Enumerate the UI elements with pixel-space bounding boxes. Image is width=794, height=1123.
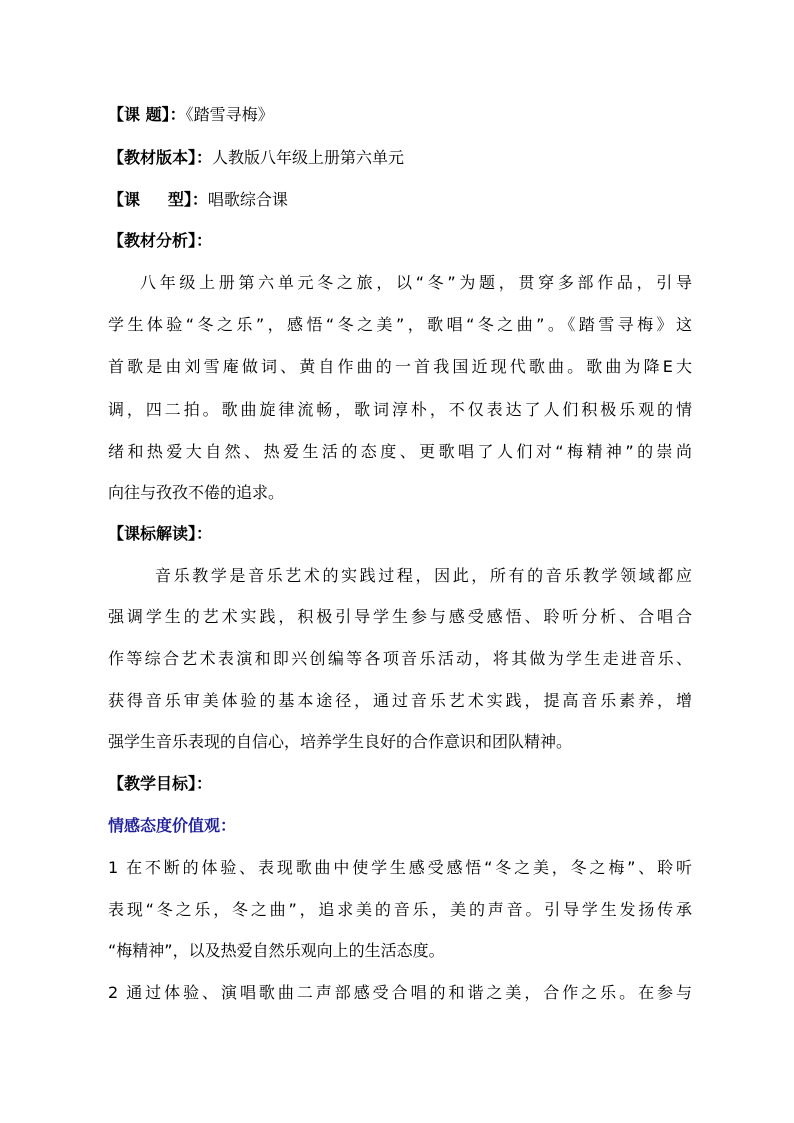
- analysis-heading: 【教材分析】：: [108, 231, 213, 250]
- lesson-title-value: 《踏雪寻梅》: [185, 105, 274, 124]
- goals-line: “梅精神”，以及热爱自然乐观向上的生活态度。: [108, 941, 445, 960]
- standard-line: 获得音乐审美体验的基本途径，通过音乐艺术实践，提高音乐素养，增: [108, 691, 692, 710]
- standard-line: 作等综合艺术表演和即兴创编等各项音乐活动，将其做为学生走进音乐、: [108, 649, 692, 668]
- analysis-line: 向往与孜孜不倦的追求。: [108, 483, 285, 502]
- analysis-line: 八年级上册第六单元冬之旅，以“冬”为题，贯穿多部作品，引导: [140, 273, 692, 292]
- standard-line: 强调学生的艺术实践，积极引导学生参与感受感悟、聆听分析、合唱合: [108, 607, 692, 626]
- analysis-line: 绪和热爱大自然、热爱生活的态度、更歌唱了人们对“梅精神”的崇尚: [108, 442, 692, 461]
- analysis-line: 调，四二拍。歌曲旋律流畅，歌词淳朴，不仅表达了人们积极乐观的情: [108, 400, 692, 419]
- lesson-title-label: 【课 题】：: [108, 105, 186, 124]
- goals-line: 1 在不断的体验、表现歌曲中使学生感受感悟“冬之美，冬之梅”、聆听: [108, 858, 692, 877]
- goals-heading: 【教学目标】：: [108, 774, 213, 793]
- goals-line: 2 通过体验、演唱歌曲二声部感受合唱的和谐之美，合作之乐。在参与: [108, 983, 692, 1002]
- standard-heading: 【课标解读】：: [108, 524, 213, 543]
- standard-line: 音乐教学是音乐艺术的实践过程，因此，所有的音乐教学领域都应: [155, 566, 692, 585]
- analysis-line: 首歌是由刘雪庵做词、黄自作曲的一首我国近现代歌曲。歌曲为降E大: [108, 357, 692, 376]
- lesson-type-row: [108, 189, 692, 211]
- textbook-edition-value: 人教版八年级上册第六单元: [212, 148, 405, 167]
- lesson-type-value: 唱歌综合课: [207, 190, 288, 209]
- textbook-edition-label: 【教材版本】：: [108, 148, 213, 167]
- standard-line: 强学生音乐表现的自信心，培养学生良好的合作意识和团队精神。: [108, 732, 573, 751]
- analysis-line: 学生体验“冬之乐”，感悟“冬之美”，歌唱“冬之曲”。《踏雪寻梅》这: [108, 315, 692, 334]
- goals-subheading: 情感态度价值观：: [108, 816, 237, 835]
- goals-line: 表现“冬之乐，冬之曲”，追求美的音乐，美的声音。引导学生发扬传承: [108, 900, 692, 919]
- textbook-edition-row: [108, 147, 692, 169]
- lesson-title-row: [108, 104, 692, 126]
- lesson-type-label: 【课 型】：: [108, 190, 208, 209]
